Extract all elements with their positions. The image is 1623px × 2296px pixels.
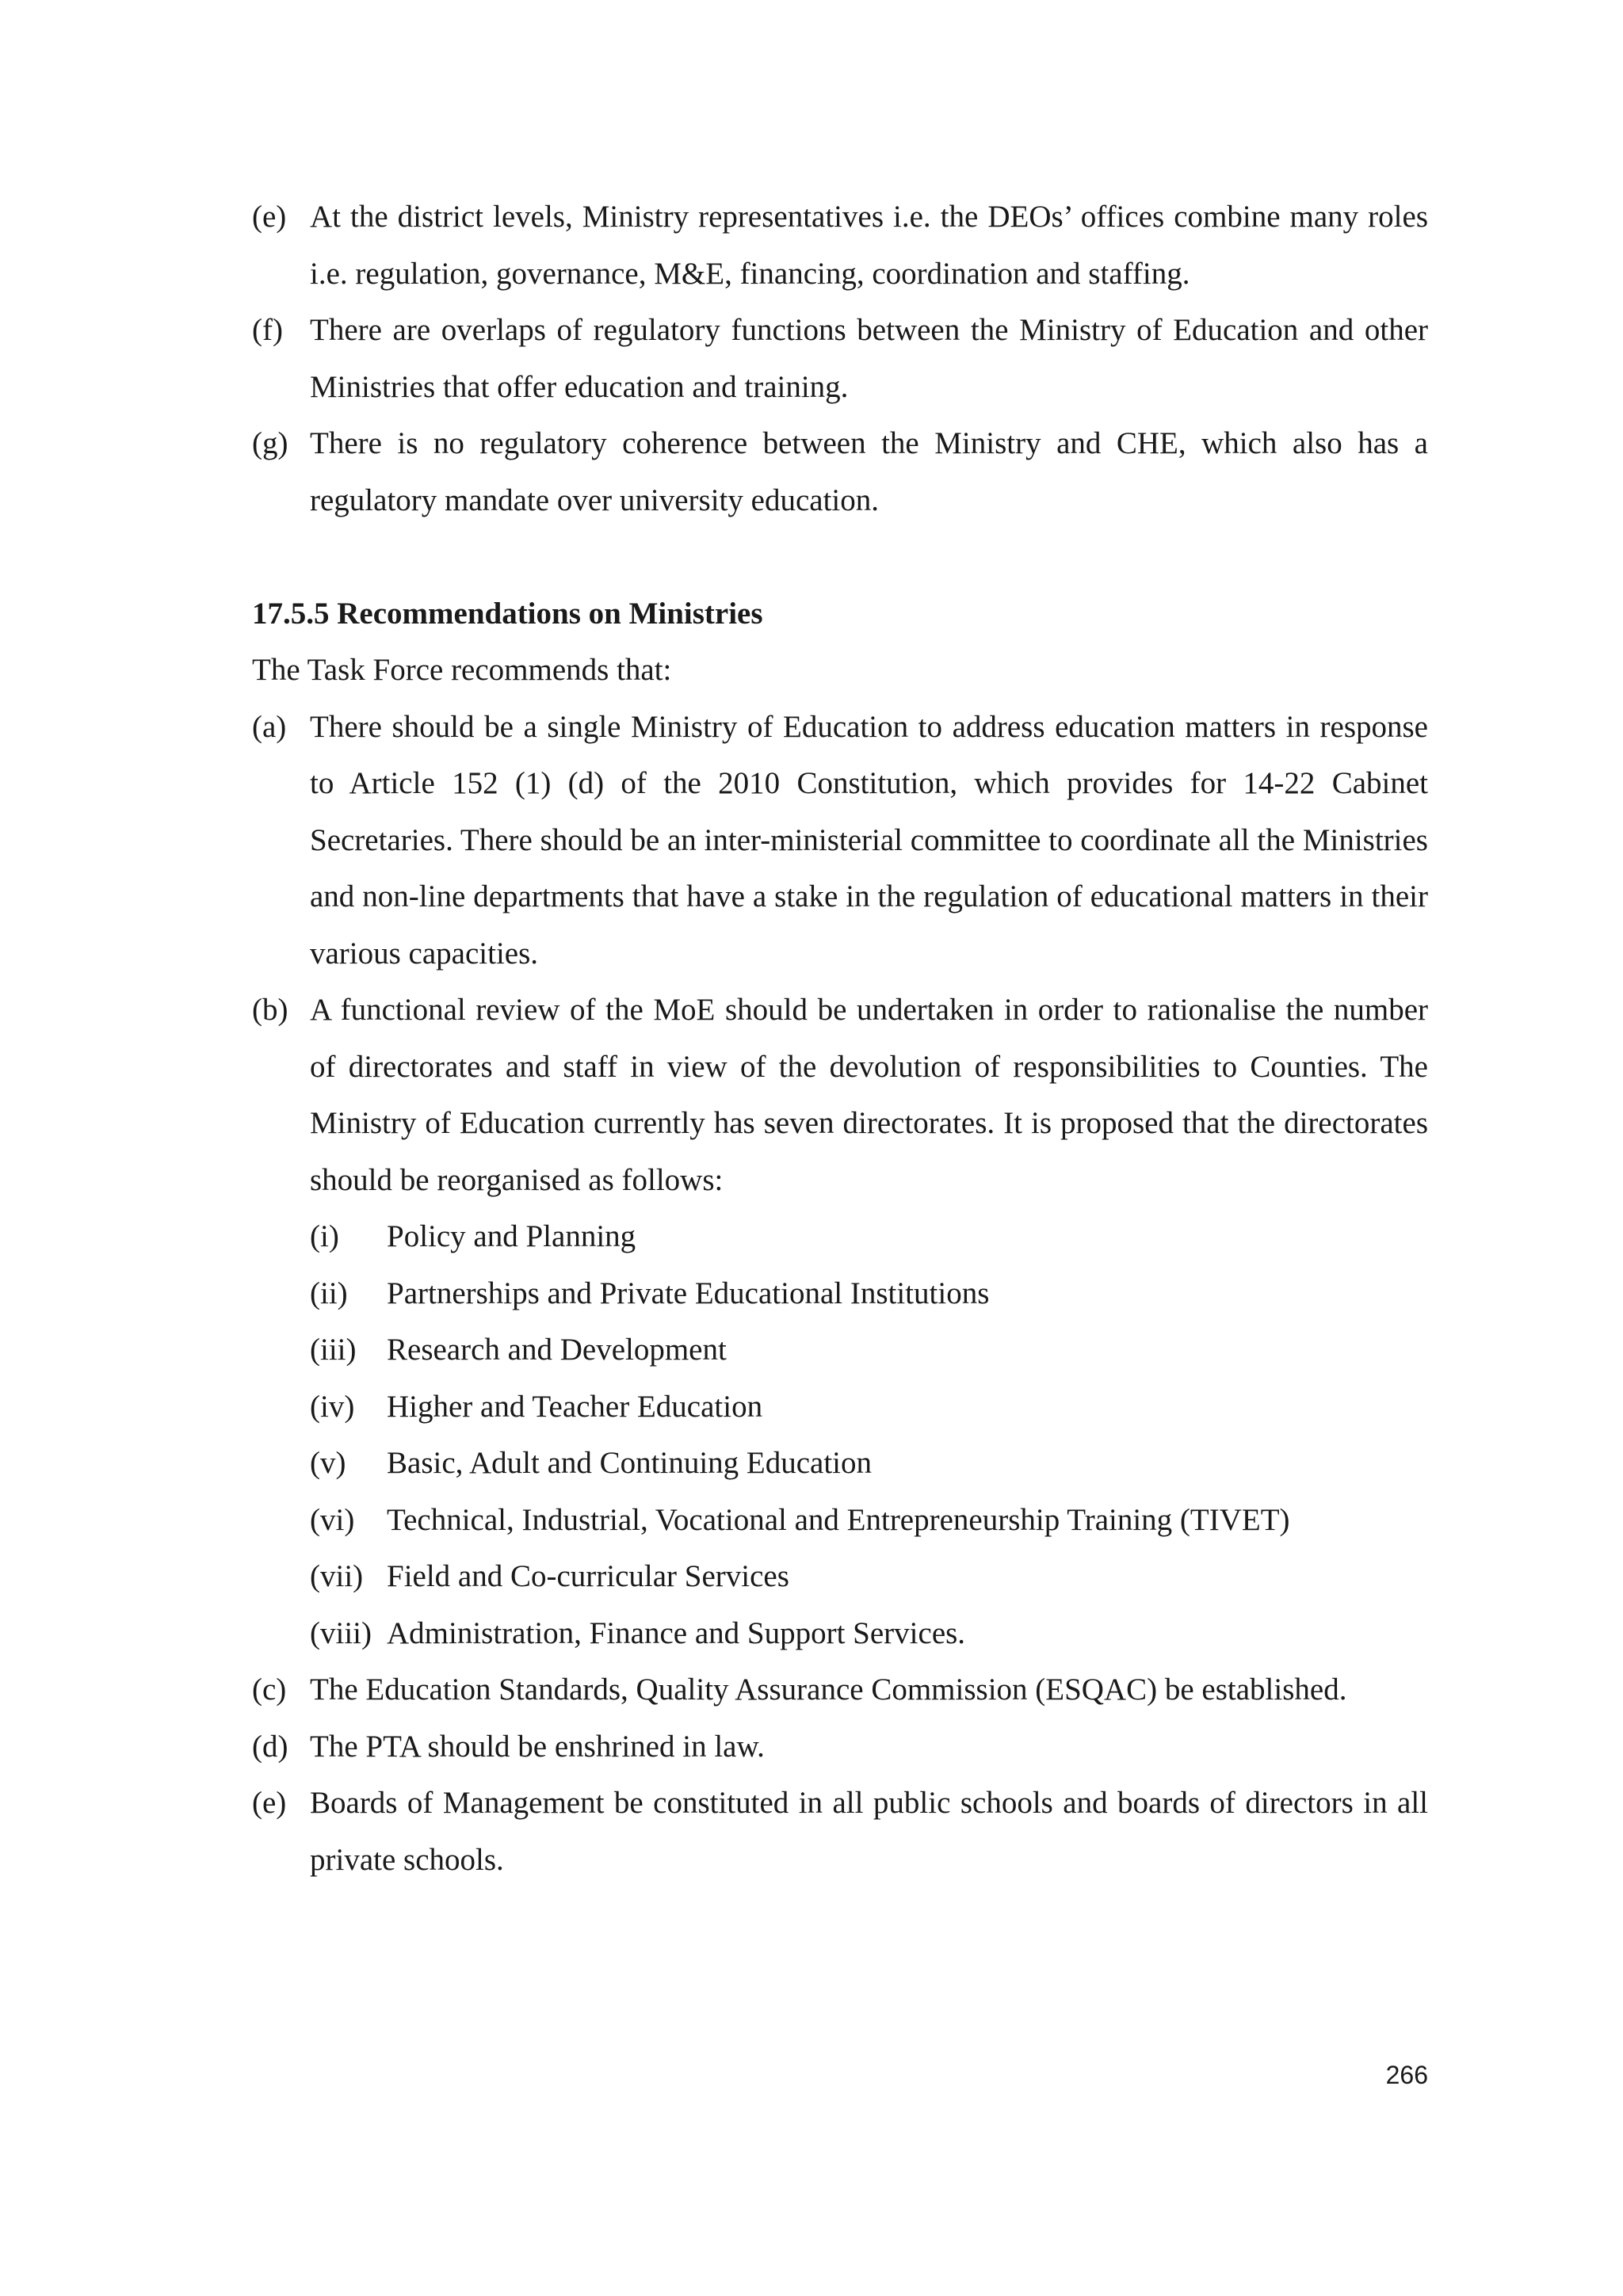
directorate-item bbox=[310, 1208, 1428, 1265]
recommendation-item bbox=[252, 1775, 1428, 1888]
page-content bbox=[252, 189, 1428, 1888]
recommendation-text: A functional review of the MoE should be undertaken in order to rationalise the number of directorates and staff in view of the devolution of responsibilities to Counties. The Ministry of Education currently has seven directorates. It is proposed that the directorates should be reorganised as follows: bbox=[310, 993, 1428, 1197]
directorate-text: Research and Development bbox=[387, 1333, 727, 1367]
directorate-item bbox=[310, 1265, 1428, 1322]
list-marker: (b) bbox=[252, 993, 288, 1027]
list-item bbox=[252, 189, 1428, 302]
recommendation-text: Boards of Management be constituted in all public schools and boards of directors in all private schools. bbox=[310, 1786, 1428, 1877]
directorate-item bbox=[310, 1379, 1428, 1436]
page-number: 266 bbox=[1385, 2061, 1428, 2089]
sub-marker: (ii) bbox=[310, 1276, 348, 1310]
list-marker: (c) bbox=[252, 1672, 287, 1707]
directorate-text: Administration, Finance and Support Services. bbox=[387, 1615, 966, 1650]
list-item bbox=[252, 302, 1428, 415]
recommendation-text: There should be a single Ministry of Education to address education matters in response to Article 152 (1) (d) of the 2010 Constitution, which provides for 14-22 Cabinet Secretaries. There should be an inter-ministerial committee to coordinate all the Ministries and non-line departments that have a stake in the regulation of educational matters in their various capacities. bbox=[310, 709, 1428, 971]
recommendation-item bbox=[252, 699, 1428, 982]
directorate-item bbox=[310, 1322, 1428, 1379]
sub-marker: (vii) bbox=[310, 1559, 364, 1593]
directorate-item bbox=[310, 1605, 1428, 1662]
list-item-text: At the district levels, Ministry representatives i.e. the DEOs’ offices combine many roles i.e. regulation, governance, M&E, financing, coordination and staffing. bbox=[310, 200, 1428, 291]
directorate-text: Technical, Industrial, Vocational and Entrepreneurship Training (TIVET) bbox=[387, 1502, 1290, 1537]
section-intro: The Task Force recommends that: bbox=[252, 653, 672, 687]
recommendation-text: The Education Standards, Quality Assurance Commission (ESQAC) be established. bbox=[310, 1672, 1347, 1707]
sub-marker: (iii) bbox=[310, 1333, 357, 1367]
directorate-text: Policy and Planning bbox=[387, 1219, 636, 1253]
directorate-text: Field and Co-curricular Services bbox=[387, 1559, 789, 1593]
directorate-text: Higher and Teacher Education bbox=[387, 1389, 763, 1424]
section-heading: 17.5.5 Recommendations on Ministries bbox=[252, 596, 763, 631]
directorate-text: Partnerships and Private Educational Institutions bbox=[387, 1276, 990, 1310]
recommendation-item bbox=[252, 1718, 1428, 1775]
list-marker: (f) bbox=[252, 313, 283, 347]
directorate-item bbox=[310, 1492, 1428, 1549]
list-marker: (e) bbox=[252, 200, 287, 234]
directorate-text: Basic, Adult and Continuing Education bbox=[387, 1446, 873, 1480]
directorate-list bbox=[310, 1208, 1428, 1661]
list-item bbox=[252, 415, 1428, 528]
list-marker: (g) bbox=[252, 426, 288, 460]
recommendation-item bbox=[252, 982, 1428, 1661]
recommendation-text: The PTA should be enshrined in law. bbox=[310, 1729, 765, 1764]
list-item-text: There is no regulatory coherence between the Ministry and CHE, which also has a regulatory mandate over university education. bbox=[310, 426, 1428, 517]
recommendation-item bbox=[252, 1661, 1428, 1718]
sub-marker: (vi) bbox=[310, 1502, 355, 1537]
sub-marker: (iv) bbox=[310, 1389, 355, 1424]
sub-marker: (viii) bbox=[310, 1615, 372, 1650]
sub-marker: (v) bbox=[310, 1446, 346, 1480]
list-item-text: There are overlaps of regulatory functions between the Ministry of Education and other Ministries that offer education and training. bbox=[310, 313, 1428, 404]
directorate-item bbox=[310, 1435, 1428, 1492]
sub-marker: (i) bbox=[310, 1219, 339, 1253]
list-marker: (a) bbox=[252, 709, 287, 744]
directorate-item bbox=[310, 1548, 1428, 1605]
list-marker: (e) bbox=[252, 1786, 287, 1820]
list-marker: (d) bbox=[252, 1729, 288, 1764]
